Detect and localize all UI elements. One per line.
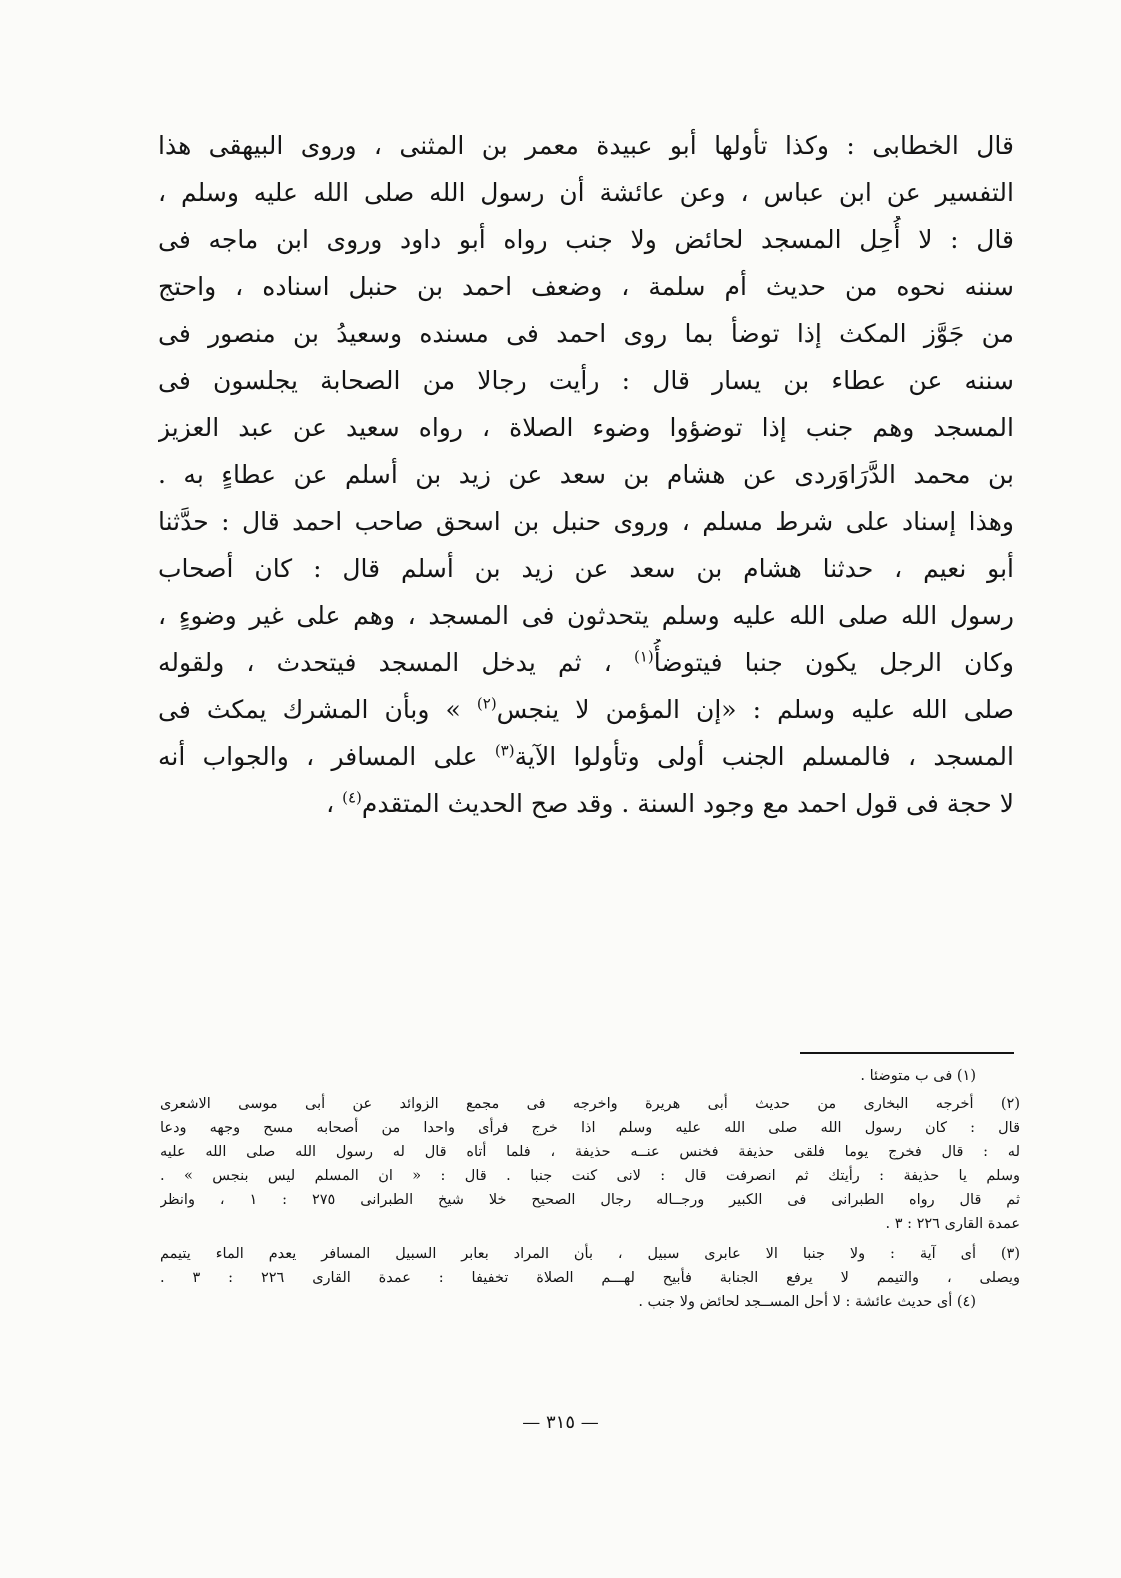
text-segment: » وبأن المشرك يمكث فى bbox=[158, 695, 461, 724]
text-line: سننه عن عطاء بن يسار قال : رأيت رجالا من الصحابة يجلسون فى bbox=[158, 366, 1014, 395]
text-line: من جَوَّز المكث إذا توضأ بما روى احمد فى مسنده وسعيدُ بن منصور فى bbox=[158, 319, 1014, 348]
text-segment: لا حجة فى قول احمد مع وجود السنة . وقد صح الحديث المتقدم bbox=[361, 789, 1014, 818]
text-segment: صلى الله عليه وسلم : «إن المؤمن لا ينجس bbox=[496, 695, 1014, 724]
footnote-line: (١) فى ب متوضئا . bbox=[860, 1068, 976, 1084]
footnote-line: له : قال فخرج يوما فلقى حذيفة فخنس عنــه حذيفة ، فلما أتاه قال له رسول الله صلى الله عليه bbox=[160, 1144, 1020, 1160]
text-line bbox=[158, 733, 1014, 780]
footnote-ref-3[interactable]: (٣) bbox=[494, 741, 515, 760]
main-text bbox=[158, 122, 1014, 827]
text-line: وهذا إسناد على شرط مسلم ، وروى حنبل بن اسحق صاحب احمد قال : حدَّثنا bbox=[158, 507, 1014, 536]
footnote-line: (٢) أخرجه البخارى من حديث أبى هريرة واخرجه فى مجمع الزوائد عن أبى موسى الاشعرى bbox=[160, 1096, 1020, 1112]
text-line: بن محمد الدَّرَاوَردى عن هشام بن سعد عن زيد بن أسلم عن عطاءٍ به . bbox=[158, 460, 1014, 489]
footnote-divider bbox=[800, 1052, 1014, 1054]
text-line: التفسير عن ابن عباس ، وعن عائشة أن رسول الله صلى الله عليه وسلم ، bbox=[158, 178, 1014, 207]
page-number: — ٣١٥ — bbox=[522, 1412, 599, 1433]
footnote-line: وسلم يا حذيفة : رأيتك ثم انصرفت قال : لانى كنت جنبا . قال : « ان المسلم ليس بنجس » . bbox=[160, 1168, 1020, 1184]
footnote-line: ويصلى ، والتيمم لا يرفع الجنابة فأبيح لهـــم الصلاة تخفيفا : عمدة القارى ٢٢٦ : ٣ . bbox=[160, 1270, 1020, 1286]
text-segment: المسجد ، فالمسلم الجنب أولى وتأولوا الآية bbox=[514, 742, 1014, 771]
footnote-line: قال : كان رسول الله صلى الله عليه وسلم اذا خرج فرأى واحدا من أصحابه مسح وجهه ودعا bbox=[160, 1120, 1020, 1136]
text-line: المسجد وهم جنب إذا توضؤوا وضوء الصلاة ، رواه سعيد عن عبد العزيز bbox=[158, 413, 1014, 442]
text-line: قال الخطابى : وكذا تأولها أبو عبيدة معمر بن المثنى ، وروى البيهقى هذا bbox=[158, 131, 1014, 160]
text-line: سننه نحوه من حديث أم سلمة ، وضعف احمد بن حنبل اسناده ، واحتج bbox=[158, 272, 1014, 301]
text-line bbox=[158, 686, 1014, 733]
text-segment: ، ثم يدخل المسجد فيتحدث ، ولقوله bbox=[158, 648, 612, 677]
footnote-line: (٤) أى حديث عائشة : لا أحل المســجد لحائض ولا جنب . bbox=[638, 1294, 976, 1310]
text-line: رسول الله صلى الله عليه وسلم يتحدثون فى المسجد ، وهم على غير وضوءٍ ، bbox=[158, 601, 1014, 630]
text-line bbox=[158, 780, 1014, 827]
text-line: أبو نعيم ، حدثنا هشام بن سعد عن زيد بن أسلم قال : كان أصحاب bbox=[158, 554, 1014, 583]
text-segment: وكان الرجل يكون جنبا فيتوضأُ bbox=[653, 648, 1014, 677]
footnote-ref-1[interactable]: (١) bbox=[633, 647, 654, 666]
text-segment: ، bbox=[326, 789, 335, 818]
text-line: قال : لا أُحِل المسجد لحائض ولا جنب رواه أبو داود وروى ابن ماجه فى bbox=[158, 225, 1014, 254]
footnote-line: عمدة القارى ٢٢٦ : ٣ . bbox=[885, 1216, 1020, 1232]
footnote-line: ثم قال رواه الطبرانى فى الكبير ورجــاله رجال الصحيح خلا شيخ الطبرانى ٢٧٥ : ١ ، وانظر bbox=[160, 1192, 1020, 1208]
footnotes bbox=[160, 1064, 1020, 1314]
footnote-ref-4[interactable]: (٤) bbox=[342, 788, 362, 807]
footnote-ref-2[interactable]: (٢) bbox=[476, 694, 497, 713]
text-segment: على المسافر ، والجواب أنه bbox=[158, 742, 478, 771]
text-line bbox=[158, 639, 1014, 686]
footnote-line: (٣) أى آية : ولا جنبا الا عابرى سبيل ، بأن المراد بعابر السبيل المسافر يعدم الماء يتيمم bbox=[160, 1246, 1020, 1262]
